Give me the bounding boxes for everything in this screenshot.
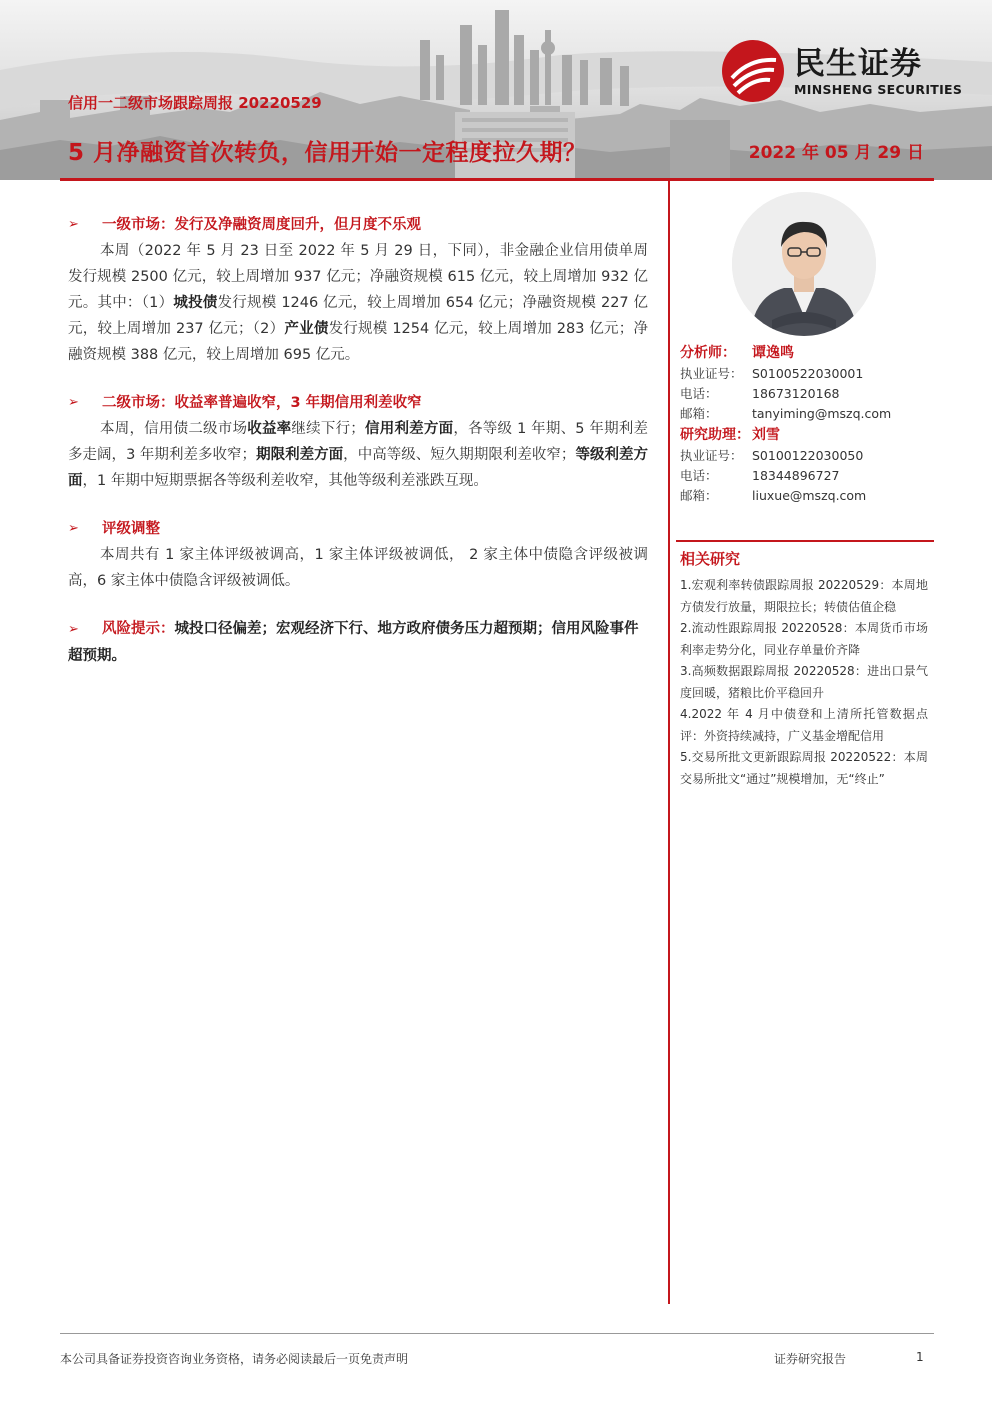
section-heading-text: 二级市场：收益率普遍收窄，3 年期信用利差收窄 (102, 395, 422, 411)
related-research-item[interactable]: 1.宏观利率转债跟踪周报 20220529：本周地方债发行放量，期限拉长；转债估值企稳 (680, 578, 928, 614)
analyst-name: 谭逸鸣 (752, 345, 794, 361)
footer-doc-type: 证券研究报告 (774, 1352, 847, 1366)
assistant-phone: 电话： 18344896727 (680, 468, 840, 483)
bold-term: 城投债 (173, 295, 218, 311)
report-series-title: 信用一二级市场跟踪周报 20220529 (68, 94, 322, 112)
analyst-photo (732, 192, 876, 336)
logo-chinese-name: 民生证券 (794, 46, 922, 82)
bold-term: 收益率 (247, 421, 292, 437)
chevron-right-icon: ➢ (68, 622, 79, 637)
analyst-info (680, 342, 930, 506)
footer-disclaimer: 本公司具备证券投资咨询业务资格，请务必阅读最后一页免责声明 (60, 1352, 409, 1366)
section-paragraph: 本周（2022 年 5 月 23 日至 2022 年 5 月 29 日，下同），非金融企业信用债单周发行规模 2500 亿元，较上周增加 937 亿元；净融资规模 615 亿元，较上周增加 932 亿元。其中：（1）城投债发行规模 1246 亿元，较上周增加 654 亿元；净融资规模 227 亿元，较上周增加 237 亿元；（2）产业债发行规模 1254 亿元，较上周增加 283 亿元；净融资规模 388 亿元，较上周增加 695 亿元。 (68, 243, 648, 363)
risk-warning (68, 616, 648, 669)
section-paragraph: 本周，信用债二级市场收益率继续下行；信用利差方面，各等级 1 年期、5 年期利差多走阔，3 年期利差多收窄；期限利差方面，中高等级、短久期期限利差收窄；等级利差方面，1 年期中短期票据各等级利差收窄，其他等级利差涨跌互现。 (68, 421, 649, 489)
analyst-license: 执业证号： S0100522030001 (680, 366, 864, 381)
minsheng-logo-icon (720, 38, 786, 104)
risk-text: 城投口径偏差；宏观经济下行、地方政府债务压力超预期；信用风险事件超预期。 (68, 621, 639, 664)
related-research-item[interactable]: 5.交易所批文更新跟踪周报 20220522：本周交易所批文“通过”规模增加，无“终止” (680, 750, 928, 786)
section-heading (68, 212, 648, 238)
header-banner (0, 0, 992, 180)
section-heading (68, 516, 648, 542)
bold-term: 期限利差方面 (256, 447, 344, 463)
analyst-portrait-image (732, 192, 876, 336)
section-heading-text: 评级调整 (102, 521, 160, 537)
analyst-name-row: 分析师： 谭逸鸣 (680, 342, 930, 364)
column-divider (668, 180, 670, 1304)
related-research-list (680, 575, 928, 790)
chevron-right-icon: ➢ (68, 521, 79, 536)
related-research-item[interactable]: 4.2022 年 4 月中债登和上清所托管数据点评：外资持续减持，广义基金增配信用 (680, 707, 928, 743)
report-date: 2022 年 05 月 29 日 (748, 143, 924, 163)
analyst-email: 邮箱： tanyiming@mszq.com (680, 406, 892, 421)
section-heading-text: 一级市场：发行及净融资周度回升，但月度不乐观 (102, 217, 421, 233)
page-number: 1 (916, 1350, 924, 1364)
related-research-item[interactable]: 2.流动性跟踪周报 20220528：本周货币市场利率走势分化，同业存单量价齐降 (680, 621, 928, 657)
related-research-item[interactable]: 3.高频数据跟踪周报 20220528：进出口景气度回暖，猪粮比价平稳回升 (680, 664, 928, 700)
section-secondary-market (68, 390, 648, 494)
assistant-email: 邮箱： liuxue@mszq.com (680, 488, 867, 503)
section-paragraph: 本周共有 1 家主体评级被调高，1 家主体评级被调低， 2 家主体中债隐含评级被调高，6 家主体中债隐含评级被调低。 (68, 547, 648, 589)
bold-term: 等级利差方面 (68, 447, 649, 489)
related-divider (676, 540, 934, 542)
section-primary-market (68, 212, 648, 368)
related-research-title: 相关研究 (680, 550, 741, 568)
analyst-phone: 电话： 18673120168 (680, 386, 840, 401)
risk-label: 风险提示： (102, 621, 175, 637)
assistant-name: 刘雪 (752, 427, 780, 443)
report-title: 5 月净融资首次转负，信用开始一定程度拉久期？ (68, 140, 587, 166)
main-content (68, 212, 648, 669)
logo-english-name: MINSHENG SECURITIES (794, 82, 963, 97)
section-heading (68, 390, 648, 416)
bold-term: 产业债 (284, 321, 329, 337)
company-logo (720, 38, 970, 104)
assistant-name-row: 研究助理： 刘雪 (680, 424, 930, 446)
section-rating-adjustment (68, 516, 648, 594)
assistant-license: 执业证号： S0100122030050 (680, 448, 864, 463)
bold-term: 信用利差方面 (364, 421, 454, 437)
footer-divider (60, 1333, 934, 1334)
header-divider (60, 178, 934, 181)
chevron-right-icon: ➢ (68, 395, 79, 410)
chevron-right-icon: ➢ (68, 217, 79, 232)
